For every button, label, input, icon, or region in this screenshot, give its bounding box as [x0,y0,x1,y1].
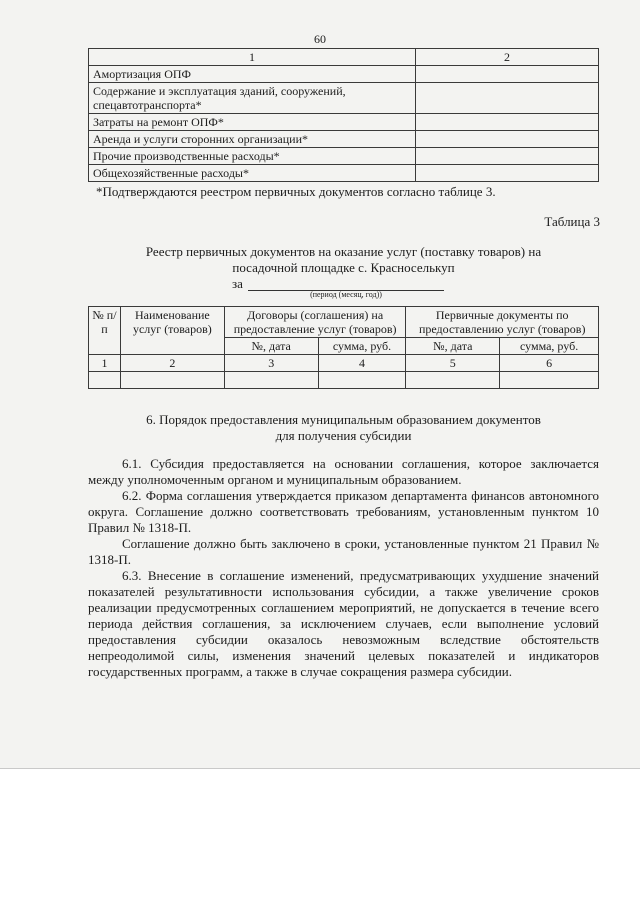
section-title-line-2: для получения субсидии [275,428,412,443]
registry-column-numbers [89,355,599,372]
cost-item-value [416,66,599,83]
section-title-line-1: 6. Порядок предоставления муниципальным образованием документов [146,412,541,427]
header-doc-sum: сумма, руб. [500,338,599,355]
empty-cell [120,372,224,389]
header-number: № п/п [89,307,121,355]
table-row [89,165,599,182]
column-number: 3 [224,355,318,372]
cost-item-label: Аренда и услуги сторонних организации* [89,131,416,148]
empty-cell [89,372,121,389]
costs-col-2-header: 2 [416,49,599,66]
registry-title [88,244,599,276]
period-hint: (период (месяц, год)) [310,290,382,299]
cost-item-label: Прочие производственные расходы* [89,148,416,165]
table-caption: Таблица 3 [544,214,600,229]
period-label: за [232,276,243,291]
empty-cell [224,372,318,389]
costs-col-1-header: 1 [89,49,416,66]
column-number: 5 [406,355,500,372]
paragraph: 6.3. Внесение в соглашение изменений, предусматривающих ухудшение значений показателей результативности использования субсидии, а также увеличение сроков реализации предусмотренных соглашением мероприятий, не допускается в течение всего периода действия соглашения, за исключением случаев, если выполнение условий предоставления субсидии оказалось невозможным вследствие обстоятельств непреодолимой силы, изменения значений целевых показателей и индикаторов государственных программ, а также в случае сокращения размера субсидии. [88,568,599,679]
paragraph: 6.2. Форма соглашения утверждается приказом департамента финансов автономного округа. Соглашение должно соответствовать требованиям, установленным пунктом 10 Правил № 1318-П. [88,488,599,535]
paragraph: 6.1. Субсидия предоставляется на основании соглашения, которое заключается между уполномоченным органом и муниципальным образованием. [88,456,599,487]
section-title [88,412,599,444]
table-row [89,131,599,148]
column-number: 4 [318,355,406,372]
registry-header-row [89,307,599,338]
registry-title-line-2: посадочной площадке с. Красноселькуп [232,260,455,275]
cost-item-label: Общехозяйственные расходы* [89,165,416,182]
column-number: 2 [120,355,224,372]
section-body [88,456,599,680]
paragraph: Соглашение должно быть заключено в сроки, установленные пунктом 21 Правил № 1318-П. [88,536,599,567]
header-contract-num-date: №, дата [224,338,318,355]
cost-item-value [416,165,599,182]
cost-item-label: Затраты на ремонт ОПФ* [89,114,416,131]
table-row [89,372,599,389]
header-primary-docs: Первичные документы по предоставлению услуг (товаров) [406,307,599,338]
empty-cell [318,372,406,389]
empty-cell [500,372,599,389]
header-doc-num-date: №, дата [406,338,500,355]
header-contract-sum: сумма, руб. [318,338,406,355]
table-row [89,66,599,83]
page-number: 60 [314,32,326,46]
empty-cell [406,372,500,389]
registry-table [88,306,599,389]
column-number: 6 [500,355,599,372]
table-row [89,148,599,165]
table-row [89,83,599,114]
costs-table [88,48,599,182]
cost-item-label: Амортизация ОПФ [89,66,416,83]
column-number: 1 [89,355,121,372]
cost-item-value [416,148,599,165]
table-row [89,114,599,131]
cost-item-value [416,83,599,114]
header-service-name: Наименование услуг (товаров) [120,307,224,355]
header-contracts: Договоры (соглашения) на предоставление услуг (товаров) [224,307,406,338]
cost-item-value [416,114,599,131]
footnote: *Подтверждаются реестром первичных документов согласно таблице 3. [96,184,496,199]
cost-item-value [416,131,599,148]
costs-table-header [89,49,599,66]
cost-item-label: Содержание и эксплуатация зданий, сооружений, спецавтотранспорта* [89,83,416,114]
registry-title-line-1: Реестр первичных документов на оказание услуг (поставку товаров) на [145,244,542,259]
